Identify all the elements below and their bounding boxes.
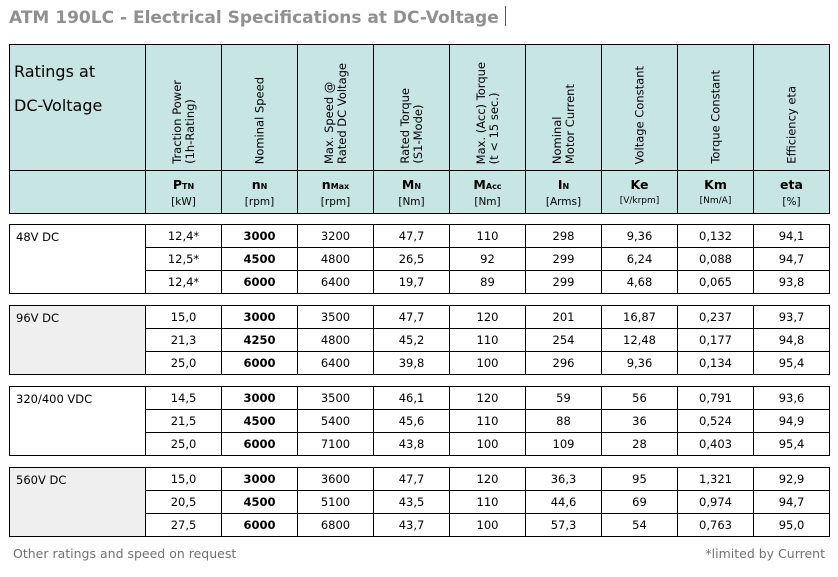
table-cell: 12,4* [146, 271, 222, 294]
table-cell: 0,088 [678, 248, 754, 271]
table-cell: 5400 [298, 410, 374, 433]
symbol-cell: Km [Nm/A] [678, 171, 754, 214]
table-cell: 110 [450, 329, 526, 352]
table-cell: 110 [450, 225, 526, 248]
text-cursor [505, 6, 506, 26]
table-cell: 254 [526, 329, 602, 352]
table-cell: 95,4 [754, 352, 830, 375]
table-cell: 59 [526, 387, 602, 410]
voltage-group-label: 560V DC [10, 468, 146, 537]
symbol-cell: nN [rpm] [222, 171, 298, 214]
table-cell: 95 [602, 468, 678, 491]
table-cell: 1,321 [678, 468, 754, 491]
col-header-max-torque: Max. (Acc) Torque (t < 15 sec.) [450, 45, 526, 171]
col-header-voltage-constant: Voltage Constant [602, 45, 678, 171]
table-cell: 92 [450, 248, 526, 271]
table-cell: 95,4 [754, 433, 830, 456]
voltage-group-table [9, 467, 830, 537]
table-row [10, 306, 830, 329]
table-cell: 93,6 [754, 387, 830, 410]
col-header-rated-torque: Rated Torque (S1-Mode) [374, 45, 450, 171]
table-cell: 110 [450, 410, 526, 433]
table-cell: 94,7 [754, 491, 830, 514]
table-cell: 6000 [222, 433, 298, 456]
table-cell: 45,6 [374, 410, 450, 433]
table-cell: 21,3 [146, 329, 222, 352]
table-cell: 15,0 [146, 468, 222, 491]
table-cell: 4500 [222, 410, 298, 433]
voltage-group-table [9, 386, 830, 456]
table-cell: 56 [602, 387, 678, 410]
table-cell: 100 [450, 433, 526, 456]
col-header-traction-power: Traction Power (1h-Rating) [146, 45, 222, 171]
table-cell: 12,4* [146, 225, 222, 248]
table-cell: 4500 [222, 491, 298, 514]
table-cell: 3200 [298, 225, 374, 248]
table-row [10, 468, 830, 491]
table-cell: 3500 [298, 387, 374, 410]
table-cell: 6400 [298, 271, 374, 294]
table-cell: 4800 [298, 329, 374, 352]
table-cell: 9,36 [602, 225, 678, 248]
table-cell: 12,5* [146, 248, 222, 271]
col-header-motor-current: Nominal Motor Current [526, 45, 602, 171]
table-cell: 120 [450, 468, 526, 491]
table-cell: 299 [526, 271, 602, 294]
table-cell: 4,68 [602, 271, 678, 294]
symbol-spacer [10, 171, 146, 214]
table-cell: 43,5 [374, 491, 450, 514]
table-cell: 20,5 [146, 491, 222, 514]
table-cell: 100 [450, 514, 526, 537]
table-cell: 3000 [222, 468, 298, 491]
table-cell: 94,8 [754, 329, 830, 352]
table-cell: 5100 [298, 491, 374, 514]
table-cell: 4250 [222, 329, 298, 352]
table-cell: 4800 [298, 248, 374, 271]
table-cell: 6,24 [602, 248, 678, 271]
table-cell: 19,7 [374, 271, 450, 294]
table-cell: 6000 [222, 352, 298, 375]
table-cell: 6800 [298, 514, 374, 537]
ratings-line-1: Ratings at [14, 62, 96, 81]
ratings-line-2: DC-Voltage [14, 96, 103, 115]
table-cell: 47,7 [374, 225, 450, 248]
table-cell: 3000 [222, 387, 298, 410]
symbol-cell: IN [Arms] [526, 171, 602, 214]
table-cell: 89 [450, 271, 526, 294]
table-cell: 43,8 [374, 433, 450, 456]
table-cell: 3600 [298, 468, 374, 491]
footer-note-limited: *limited by Current [705, 546, 825, 561]
table-cell: 88 [526, 410, 602, 433]
symbol-cell: MN [Nm] [374, 171, 450, 214]
table-cell: 0,134 [678, 352, 754, 375]
table-cell: 0,791 [678, 387, 754, 410]
table-cell: 0,132 [678, 225, 754, 248]
table-cell: 57,3 [526, 514, 602, 537]
table-cell: 54 [602, 514, 678, 537]
symbol-cell: Ke [V/krpm] [602, 171, 678, 214]
table-cell: 94,9 [754, 410, 830, 433]
table-cell: 0,974 [678, 491, 754, 514]
page-title: ATM 190LC - Electrical Specifications at DC-Voltage [9, 6, 506, 30]
symbol-cell: MAcc [Nm] [450, 171, 526, 214]
voltage-group-table [9, 224, 830, 294]
table-cell: 4500 [222, 248, 298, 271]
table-cell: 69 [602, 491, 678, 514]
table-cell: 0,065 [678, 271, 754, 294]
col-header-efficiency: Efficiency eta [754, 45, 830, 171]
table-cell: 44,6 [526, 491, 602, 514]
table-cell: 120 [450, 306, 526, 329]
table-cell: 6400 [298, 352, 374, 375]
symbol-cell: PTN [kW] [146, 171, 222, 214]
table-cell: 93,7 [754, 306, 830, 329]
symbol-cell: nMax [rpm] [298, 171, 374, 214]
table-cell: 0,403 [678, 433, 754, 456]
table-cell: 94,7 [754, 248, 830, 271]
table-cell: 16,87 [602, 306, 678, 329]
table-cell: 15,0 [146, 306, 222, 329]
table-cell: 46,1 [374, 387, 450, 410]
table-cell: 36,3 [526, 468, 602, 491]
table-cell: 25,0 [146, 352, 222, 375]
table-cell: 21,5 [146, 410, 222, 433]
table-cell: 298 [526, 225, 602, 248]
table-cell: 47,7 [374, 306, 450, 329]
table-cell: 3000 [222, 225, 298, 248]
table-cell: 0,237 [678, 306, 754, 329]
table-cell: 299 [526, 248, 602, 271]
table-cell: 93,8 [754, 271, 830, 294]
table-cell: 6000 [222, 271, 298, 294]
table-cell: 120 [450, 387, 526, 410]
table-cell: 28 [602, 433, 678, 456]
table-cell: 100 [450, 352, 526, 375]
table-cell: 12,48 [602, 329, 678, 352]
table-cell: 94,1 [754, 225, 830, 248]
spec-header [9, 44, 830, 214]
table-cell: 45,2 [374, 329, 450, 352]
table-row [10, 387, 830, 410]
table-cell: 3500 [298, 306, 374, 329]
voltage-group-label: 320/400 VDC [10, 387, 146, 456]
table-cell: 95,0 [754, 514, 830, 537]
table-cell: 110 [450, 491, 526, 514]
table-cell: 0,524 [678, 410, 754, 433]
col-header-torque-constant: Torque Constant [678, 45, 754, 171]
voltage-group-table [9, 305, 830, 375]
table-cell: 25,0 [146, 433, 222, 456]
table-row [10, 225, 830, 248]
table-cell: 3000 [222, 306, 298, 329]
table-cell: 6000 [222, 514, 298, 537]
table-cell: 14,5 [146, 387, 222, 410]
table-cell: 7100 [298, 433, 374, 456]
voltage-group-label: 96V DC [10, 306, 146, 375]
col-header-max-speed: Max. Speed @ Rated DC Voltage [298, 45, 374, 171]
table-cell: 39,8 [374, 352, 450, 375]
footer-note-ratings: Other ratings and speed on request [13, 546, 237, 561]
table-cell: 0,177 [678, 329, 754, 352]
table-cell: 109 [526, 433, 602, 456]
table-cell: 0,763 [678, 514, 754, 537]
symbol-cell: eta [%] [754, 171, 830, 214]
table-cell: 26,5 [374, 248, 450, 271]
table-cell: 9,36 [602, 352, 678, 375]
table-cell: 92,9 [754, 468, 830, 491]
table-cell: 36 [602, 410, 678, 433]
ratings-heading [10, 45, 146, 171]
table-cell: 43,7 [374, 514, 450, 537]
col-header-nominal-speed: Nominal Speed [222, 45, 298, 171]
table-cell: 47,7 [374, 468, 450, 491]
table-cell: 27,5 [146, 514, 222, 537]
table-cell: 296 [526, 352, 602, 375]
voltage-group-label: 48V DC [10, 225, 146, 294]
table-cell: 201 [526, 306, 602, 329]
